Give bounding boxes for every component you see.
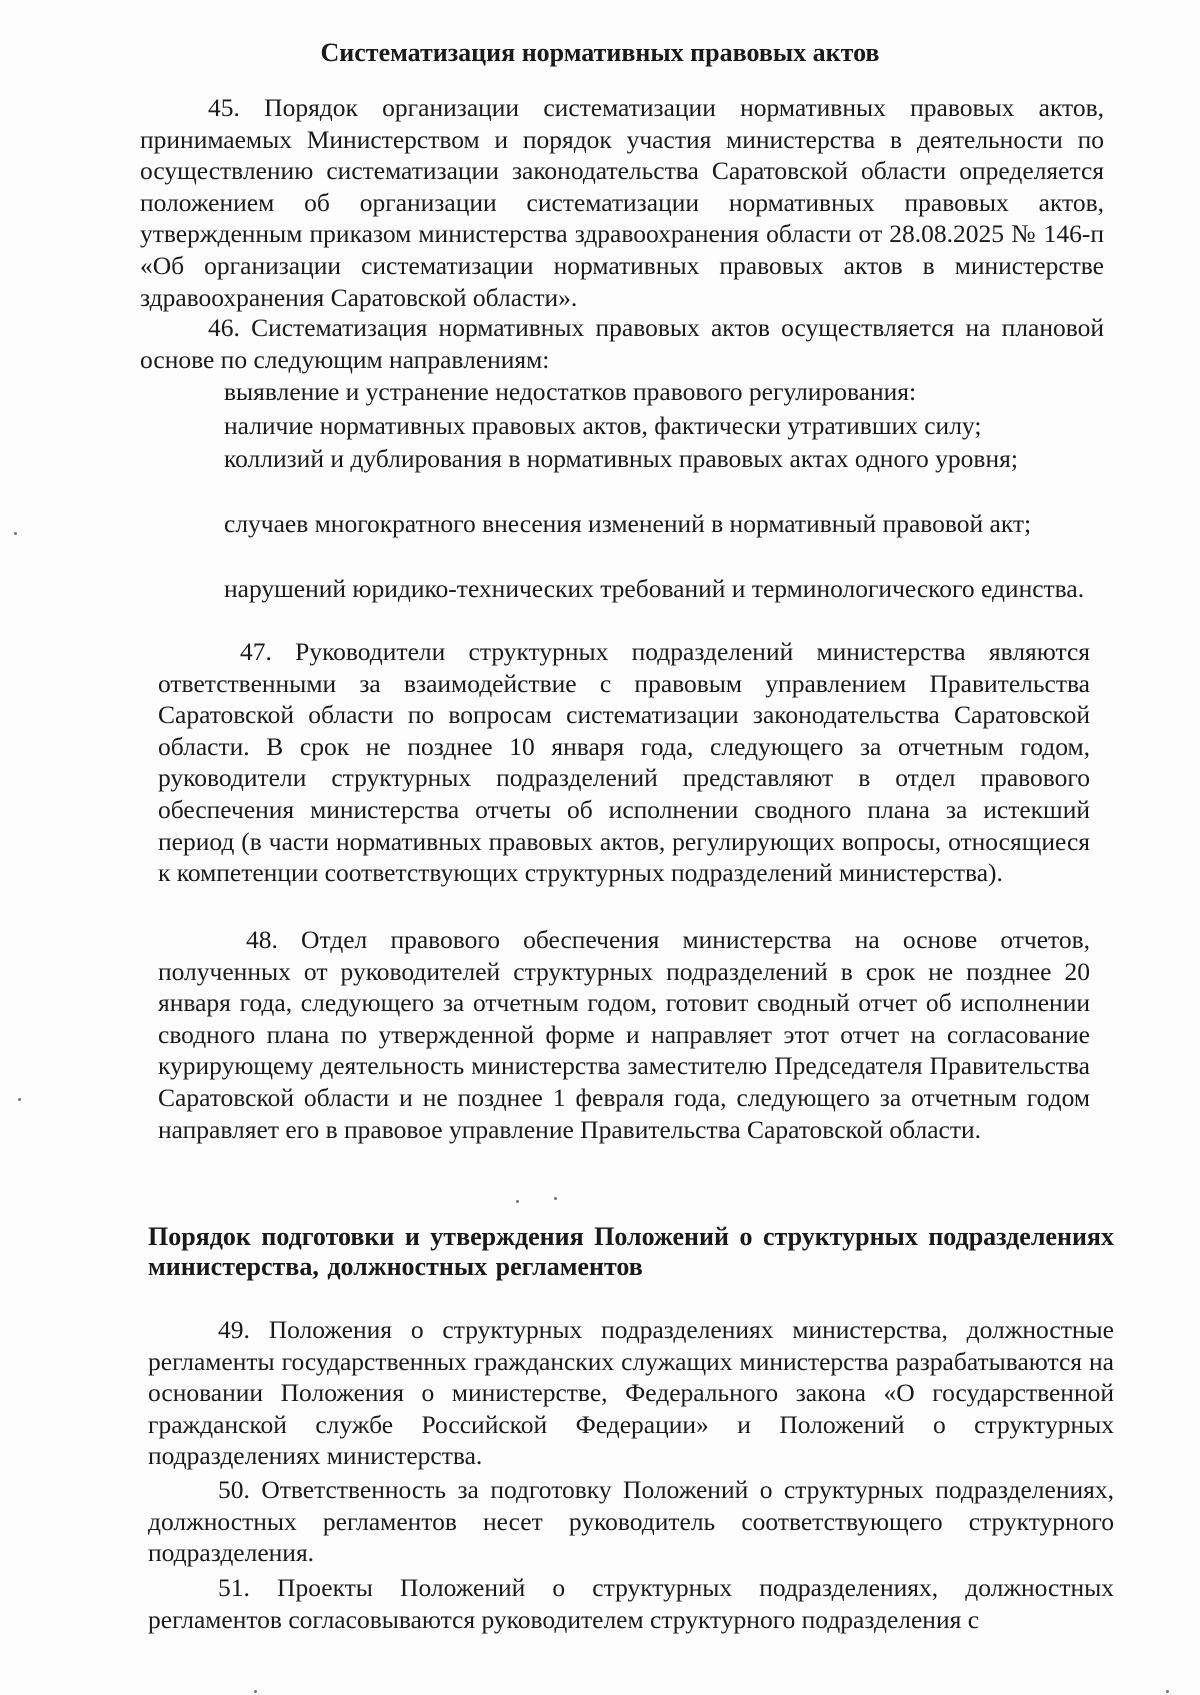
paragraph-46-item: нарушений юридико-технических требований и терминологического единства. [224,574,1085,603]
paragraph-46-item: наличие нормативных правовых актов, фактически утративших силу; [224,411,982,440]
scan-speck [14,532,17,535]
section-title-systematization: Систематизация нормативных правовых актов [320,38,880,67]
paragraph-47: 47. Руководители структурных подразделений министерства являются ответственными за взаимодействие с правовым управлением Правительства Саратовской области по вопросам систематизации законодательства Саратовской области. В срок не позднее 10 января года, следующего за отчетным годом, руководители структурных подразделений представляют в отдел правового обеспечения министерства отчеты об исполнении сводного плана за истекший период (в части нормативных правовых актов, регулирующих вопросы, относящиеся к компетенции соответствующих структурных подразделений министерства). [158,637,1090,888]
scan-speck [516,1200,519,1203]
paragraph-51: 51. Проекты Положений о структурных подразделениях, должностных регламентов согласовываются руководителем структурного подразделения с [148,1573,1114,1634]
paragraph-46-item: коллизий и дублирования в нормативных правовых актах одного уровня; [224,444,1018,473]
paragraph-46-item: выявление и устранение недостатков правового регулирования: [224,377,917,406]
scan-speck [554,1197,557,1200]
paragraph-50: 50. Ответственность за подготовку Положений о структурных подразделениях, должностных регламентов несет руководитель соответствующего структурного подразделения. [148,1475,1114,1568]
paragraph-49: 49. Положения о структурных подразделениях министерства, должностные регламенты государственных гражданских служащих министерства разрабатываются на основании Положения о министерстве, Федерального закона «О государственной гражданской службе Российской Федерации» и Положений о структурных подразделениях министерства. [148,1315,1114,1471]
scan-speck [1166,1690,1169,1693]
scan-speck [254,1690,257,1693]
paragraph-45: 45. Порядок организации систематизации нормативных правовых актов, принимаемых Министерством и порядок участия министерства в деятельности по осуществлению систематизации законодательства Саратовской области определяется положением об организации систематизации нормативных правовых актов, утвержденным приказом министерства здравоохранения области от 28.08.2025 № 146-п «Об организации систематизации нормативных правовых актов в министерстве здравоохранения Саратовской области». [140,93,1104,312]
paragraph-48: 48. Отдел правового обеспечения министерства на основе отчетов, полученных от руководителей структурных подразделений в срок не позднее 20 января года, следующего за отчетным годом, готовит сводный отчет об исполнении сводного плана по утвержденной форме и направляет этот отчет на согласование курирующему деятельность министерства заместителю Председателя Правительства Саратовской области и не позднее 1 февраля года, следующего за отчетным годом направляет его в правовое управление Правительства Саратовской области. [158,925,1090,1144]
paragraph-46-item: случаев многократного внесения изменений в нормативный правовой акт; [224,509,1032,538]
paragraph-46: 46. Систематизация нормативных правовых актов осуществляется на плановой основе по следующим направлениям: [140,313,1104,374]
scan-speck [18,1098,21,1101]
section-title-regulations: Порядок подготовки и утверждения Положений о структурных подразделениях министерства, должностных регламентов [148,1222,1114,1281]
